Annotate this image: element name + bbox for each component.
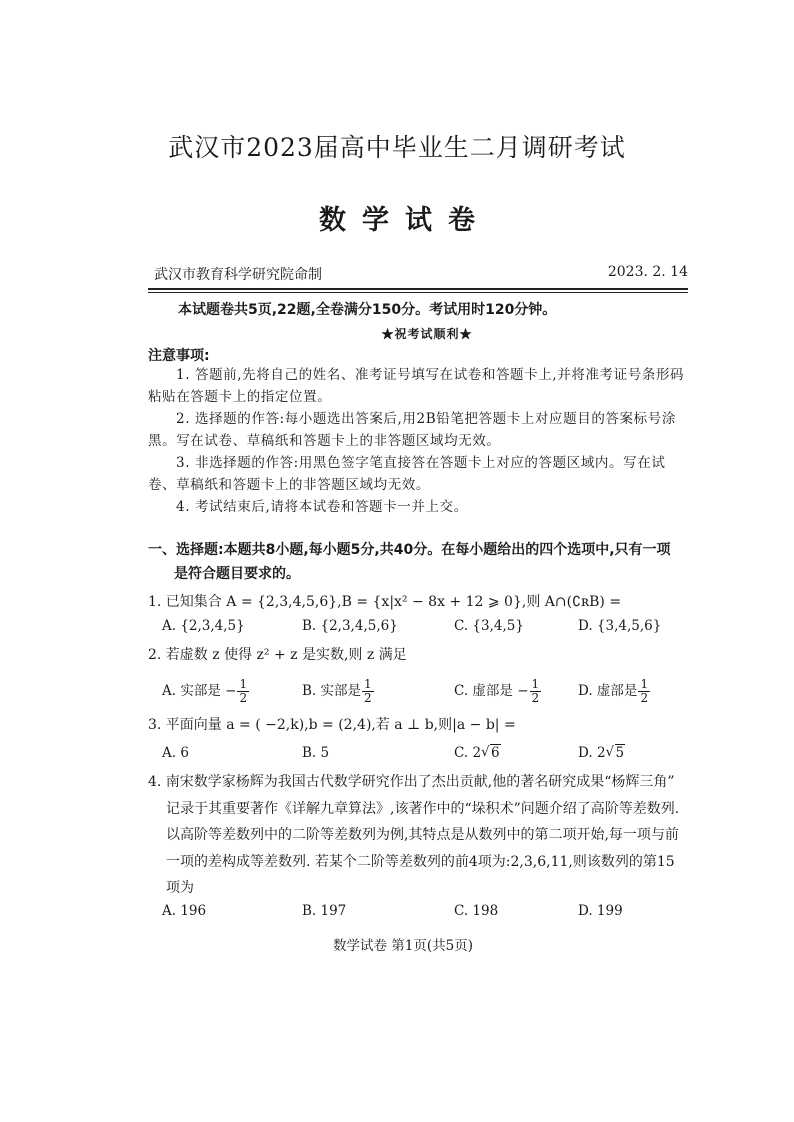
note-item: 1. 答题前,先将自己的姓名、准考证号填写在试卷和答题卡上,并将准考证号条形码粘贴在答题卡上的指定位置。	[148, 367, 685, 405]
exam-intro: 本试题卷共5页,22题,全卷满分150分。考试用时120分钟。	[178, 302, 557, 318]
option-c	[454, 745, 501, 761]
option-c: C. {3,4,5}	[454, 618, 524, 634]
stem-line: 一项的差构成等差数列. 若某个二阶等差数列的前4项为:2,3,6,11,则该数列的第15	[166, 853, 675, 870]
fraction	[237, 678, 249, 705]
exam-date: 2023. 2. 14	[607, 264, 688, 280]
sqrt-coefficient: 2	[596, 745, 606, 761]
option-d	[578, 678, 651, 705]
note-item: 4. 考试结束后,请将本试卷和答题卡一并上交。	[176, 499, 468, 515]
option-d: D. 199	[578, 903, 623, 919]
option-a: A. 196	[162, 903, 207, 919]
question-3-stem: 3. 平面向量 a = ( −2,k),b = (2,4),若 a ⊥ b,则|a − b| =	[148, 717, 516, 733]
option-text: C. 虚部是 −	[454, 683, 529, 699]
stem-line: 4. 南宋数学家杨辉为我国古代数学研究作出了杰出贡献,他的著名研究成果“杨辉三角”	[148, 774, 675, 790]
option-d: D. {3,4,5,6}	[578, 618, 662, 634]
sqrt-coefficient: 2	[472, 745, 482, 761]
question-1-options	[162, 618, 692, 642]
option-b	[302, 678, 375, 705]
note-item: 3. 非选择题的作答:用黑色签字笔直接答在答题卡上对应的答题区域内。写在试卷、草稿纸和答题卡上的非答题区域均无效。	[148, 455, 666, 493]
question-4-options	[162, 903, 692, 927]
sqrt-symbol	[481, 745, 501, 761]
option-c	[454, 678, 542, 705]
header-row	[154, 264, 688, 284]
question-2-options	[162, 678, 692, 708]
exam-title: 武汉市2023届高中毕业生二月调研考试	[168, 133, 626, 162]
exam-subtitle: 数学试卷	[319, 205, 491, 236]
stem-line: 记录于其重要著作《详解九章算法》,该著作中的“垛积术”问题介绍了高阶等差数列.	[166, 800, 680, 817]
header-rule-thick	[148, 288, 688, 290]
option-d	[578, 745, 625, 761]
section-heading	[148, 538, 704, 586]
issuer-label: 武汉市教育科学研究院命制	[154, 267, 322, 283]
fraction-numerator: 1	[364, 677, 372, 691]
fraction-numerator: 1	[640, 677, 649, 691]
option-b: B. {2,3,4,5,6}	[302, 618, 398, 634]
option-text: D.	[578, 745, 597, 761]
section-heading-line: 是符合题目要求的。	[174, 566, 300, 582]
sqrt-radicand: 5	[615, 745, 625, 761]
stem-line: 以高阶等差数列中的二阶等差数列为例,其特点是从数列中的第二项开始,每一项与前	[166, 827, 679, 843]
option-b: B. 5	[302, 745, 330, 761]
question-1-stem: 1. 已知集合 A = {2,3,4,5,6},B = {x|x² − 8x + 12 ⩾ 0},则 A∩(∁ʀB) =	[148, 594, 622, 610]
option-a	[162, 678, 250, 705]
option-a: A. {2,3,4,5}	[162, 618, 245, 634]
fraction	[530, 678, 542, 705]
stem-line: 项为	[166, 880, 194, 896]
fraction-numerator: 1	[239, 677, 248, 691]
option-text: A. 实部是 −	[162, 683, 237, 699]
sqrt-radicand: 6	[491, 745, 500, 761]
sqrt-symbol	[606, 745, 626, 761]
note-item: 2. 选择题的作答:每小题选出答案后,用2B铅笔把答题卡上对应题目的答案标号涂黑。写在试卷、草稿纸和答题卡上的非答题区域均无效。	[148, 411, 676, 449]
notes-title: 注意事项:	[148, 348, 210, 364]
option-text: D. 虚部是	[578, 683, 638, 699]
question-4-stem	[148, 769, 708, 902]
fraction	[362, 678, 374, 705]
option-text: C.	[454, 745, 473, 761]
fraction-denominator: 2	[531, 691, 540, 705]
good-luck-line: ★祝考试顺利★	[381, 327, 473, 341]
option-a: A. 6	[162, 745, 189, 761]
question-2-stem: 2. 若虚数 z 使得 z² + z 是实数,则 z 满足	[148, 647, 407, 663]
question-3-options	[162, 745, 692, 769]
option-c: C. 198	[454, 903, 499, 919]
fraction-numerator: 1	[531, 677, 540, 691]
fraction-denominator: 2	[364, 691, 372, 705]
header-rule-thin	[148, 292, 688, 293]
section-heading-line: 一、选择题:本题共8小题,每小题5分,共40分。在每小题给出的四个选项中,只有一项	[148, 542, 671, 558]
option-b: B. 197	[302, 903, 347, 919]
fraction-denominator: 2	[239, 691, 248, 705]
page-footer: 数学试卷 第1页(共5页)	[332, 938, 473, 954]
fraction-denominator: 2	[640, 691, 649, 705]
option-text: B. 实部是	[302, 683, 362, 699]
fraction	[638, 678, 650, 705]
